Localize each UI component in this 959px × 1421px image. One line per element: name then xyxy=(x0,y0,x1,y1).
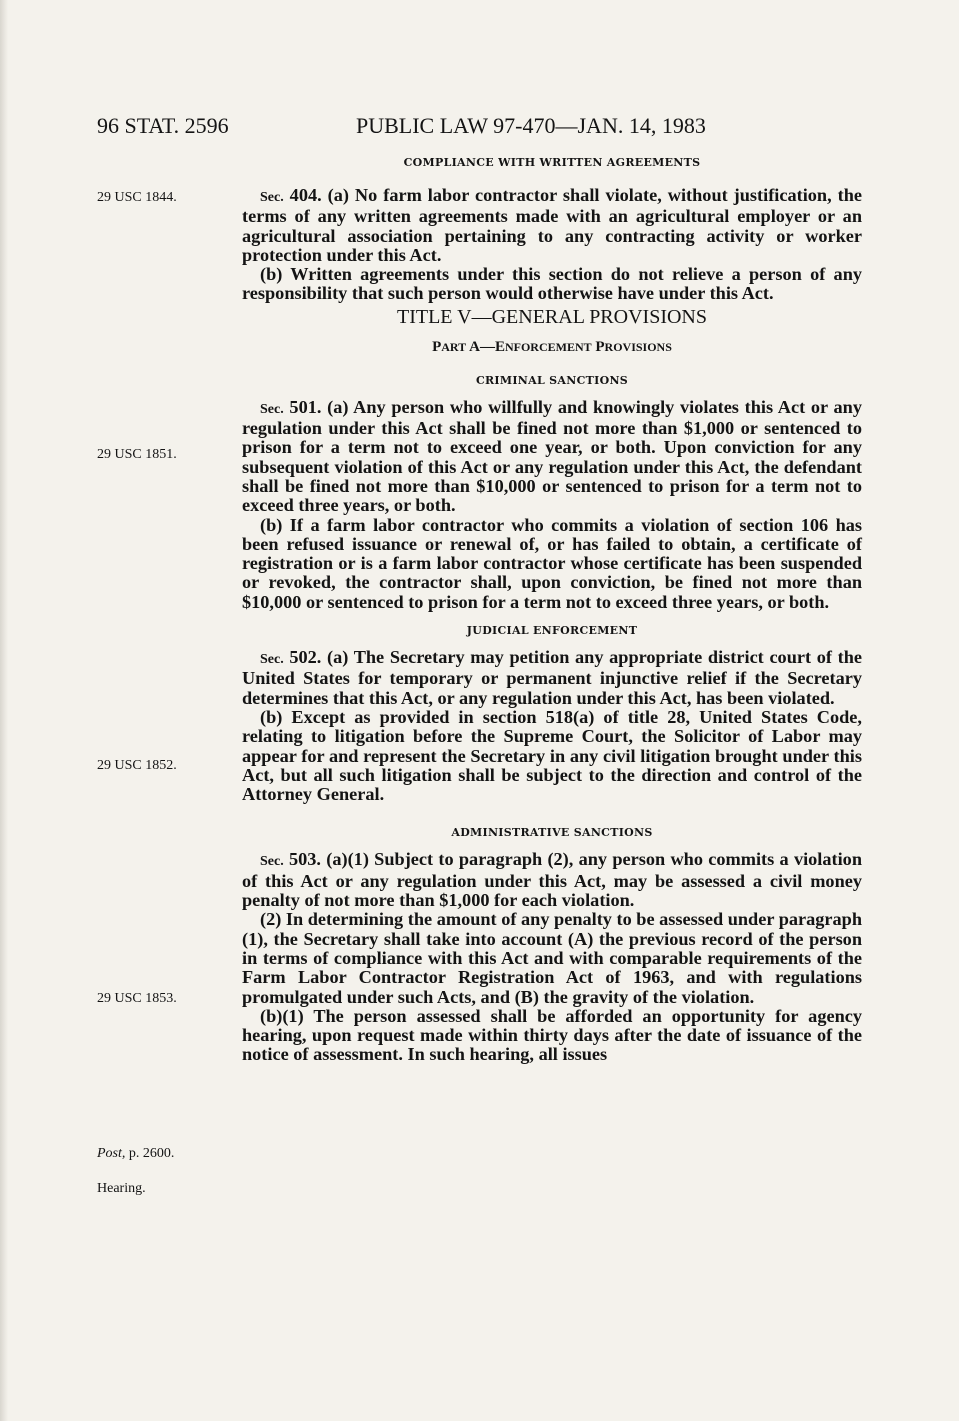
sec-label: Sec. xyxy=(260,401,284,417)
sec501-a xyxy=(242,398,862,516)
sec503-b1: (b)(1) The person assessed shall be afforded an opportunity for agency hearing, upon request made within thirty days after the date of issuance of the notice of assessment. In such hearing, all issues xyxy=(242,1005,862,1065)
main-text xyxy=(242,154,862,1065)
sec404-a xyxy=(242,186,862,265)
administrative-sanctions-heading: ADMINISTRATIVE SANCTIONS xyxy=(451,826,653,840)
sec-label: Sec. xyxy=(260,854,284,870)
post-page: p. 2600. xyxy=(125,1146,175,1161)
margin-note-sec501: 29 USC 1851. xyxy=(97,447,177,462)
margin-note-hearing: Hearing. xyxy=(97,1181,146,1196)
page-title: PUBLIC LAW 97-470—JAN. 14, 1983 xyxy=(356,113,706,138)
margin-note-post xyxy=(97,1146,174,1162)
criminal-sanctions-heading: CRIMINAL SANCTIONS xyxy=(475,373,629,387)
sec404-a-text: 404. (a) No farm labor contractor shall violate, without justification, the terms of any written agreements made with an agricultural employer or an agricultural association pertaining to any contracting activity or worker protection under this Act. xyxy=(242,185,862,265)
page-header xyxy=(97,113,867,143)
margin-note-sec503: 29 USC 1853. xyxy=(97,991,177,1006)
sec501-a-text: 501. (a) Any person who willfully and knowingly violates this Act or any regulation under this Act shall be fined not more than $1,000 or sentenced to prison for a term not to exceed one year, or both. Upon conviction for any subsequent violation of this Act or any regulation under this Act, the defendant shall be fined not more than $10,000 or sentenced to prison for a term not to exceed three years, or both. xyxy=(242,396,862,516)
sec-label: Sec. xyxy=(260,652,284,668)
margin-note-sec404: 29 USC 1844. xyxy=(97,190,177,205)
compliance-heading: COMPLIANCE WITH WRITTEN AGREEMENTS xyxy=(403,156,701,169)
sec501-b: (b) If a farm labor contractor who commits a violation of section 106 has been refused issuance or renewal of, or has failed to obtain, a certificate of registration or is a farm labor contractor whose certificate has been suspended or revoked, the contractor shall, upon conviction, be fined not more than $10,000 or sentenced to prison for a term not to exceed three years, or both. xyxy=(242,514,862,612)
sec502-a xyxy=(242,648,862,708)
page-edge xyxy=(0,0,8,1421)
running-head: 96 STAT. 2596 xyxy=(97,113,229,138)
sec-label: Sec. xyxy=(260,190,284,205)
sec502-b: (b) Except as provided in section 518(a) of title 28, United States Code, relating to litigation before the Supreme Court, the Solicitor of Labor may appear for and represent the Secretary in any civil litigation brought under this Act, but all such litigation shall be subject to the direction and control of the Attorney General. xyxy=(242,706,862,805)
sec503-a2: (2) In determining the amount of any penalty to be assessed under paragraph (1), the Secretary shall take into account (A) the previous record of the person in terms of compliance with this Act and with comparable requirements of the Farm Labor Contractor Registration Act of 1963, and with regulations promulgated under such Acts, and (B) the gravity of the violation. xyxy=(242,909,862,1007)
title-v-heading: TITLE V—GENERAL PROVISIONS xyxy=(397,305,707,328)
sec502-a-text: 502. (a) The Secretary may petition any appropriate district court of the United States for temporary or permanent injunctive relief if the Secretary determines that this Act, or any regulation under this Act, has been violated. xyxy=(242,647,862,708)
sec503-a1 xyxy=(242,850,862,910)
sec503-a1-text: 503. (a)(1) Subject to paragraph (2), any person who commits a violation of this Act or any regulation under this Act, may be assessed a civil money penalty of not more than $1,000 for each violation. xyxy=(242,849,862,911)
sec404-b: (b) Written agreements under this section do not relieve a person of any responsibility that such person would otherwise have under this Act. xyxy=(242,264,862,304)
post-italic: Post, xyxy=(97,1146,126,1161)
margin-note-sec502: 29 USC 1852. xyxy=(97,758,177,773)
judicial-enforcement-heading: JUDICIAL ENFORCEMENT xyxy=(466,624,638,638)
part-a-heading: PART A—ENFORCEMENT PROVISIONS xyxy=(432,338,672,355)
